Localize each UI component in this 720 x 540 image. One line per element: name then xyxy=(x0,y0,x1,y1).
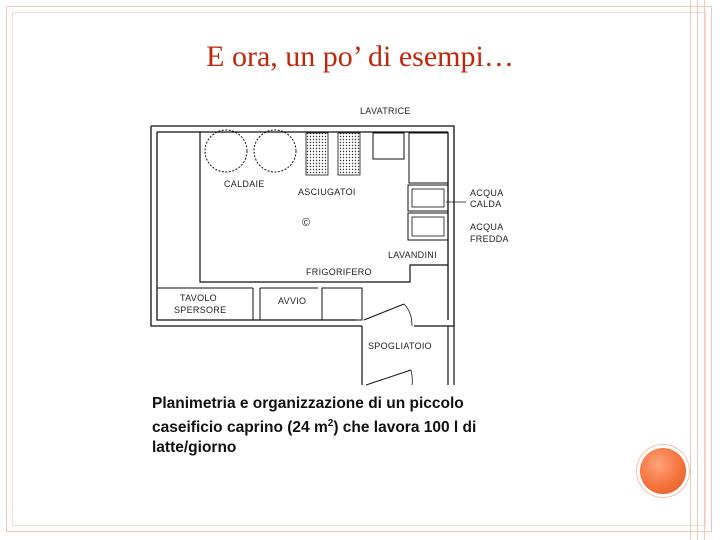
label-spogliatoio: SPOGLIATOIO xyxy=(368,341,432,351)
decorative-rail xyxy=(704,0,705,540)
right-equipment-block xyxy=(409,133,448,183)
label-avvio: AVVIO xyxy=(278,296,307,306)
door-leaf xyxy=(364,304,404,320)
label-lavandini: LAVANDINI xyxy=(388,250,437,260)
caption-text: Planimetria e organizzazione di un piccolo caseificio caprino (24 m xyxy=(152,395,464,437)
label-acqua-calda-1: ACQUA xyxy=(470,188,504,198)
door-swing xyxy=(404,304,412,326)
label-acqua-calda-2: CALDA xyxy=(470,199,502,209)
boiler-right xyxy=(254,130,296,172)
label-tavolo-2: SPERSORE xyxy=(174,305,227,315)
decorative-orb xyxy=(640,448,686,494)
washing-machine xyxy=(373,133,404,159)
label-tavolo-1: TAVOLO xyxy=(180,293,217,303)
figure-caption xyxy=(152,394,492,458)
label-caldaie: CALDAIE xyxy=(224,179,265,189)
refrigerator-block xyxy=(322,288,362,320)
boiler-left xyxy=(205,130,247,172)
label-acqua-fredda-1: ACQUA xyxy=(470,222,504,232)
changing-room-door-swing xyxy=(411,370,412,385)
label-asciugatoi: ASCIUGATOI xyxy=(298,187,356,197)
slide-title: E ora, un po’ di esempi… xyxy=(206,40,514,73)
decorative-rail xyxy=(697,0,698,540)
sink-lower-basin xyxy=(412,217,444,236)
label-symbol: © xyxy=(302,217,311,229)
caption-text-end: ) che lavora 100 l di latte/giorno xyxy=(152,419,477,457)
drying-rack-2 xyxy=(338,133,360,175)
label-frigorifero: FRIGORIFERO xyxy=(306,267,372,277)
caption-superscript: 2 xyxy=(327,418,334,429)
drying-rack-1 xyxy=(306,133,328,175)
changing-room-door xyxy=(366,370,411,385)
label-acqua-fredda-2: FREDDA xyxy=(470,234,509,244)
sink-upper-basin xyxy=(412,189,444,207)
label-lavatrice: LAVATRICE xyxy=(360,106,411,116)
floor-plan xyxy=(140,100,520,390)
decorative-rail xyxy=(690,0,691,540)
